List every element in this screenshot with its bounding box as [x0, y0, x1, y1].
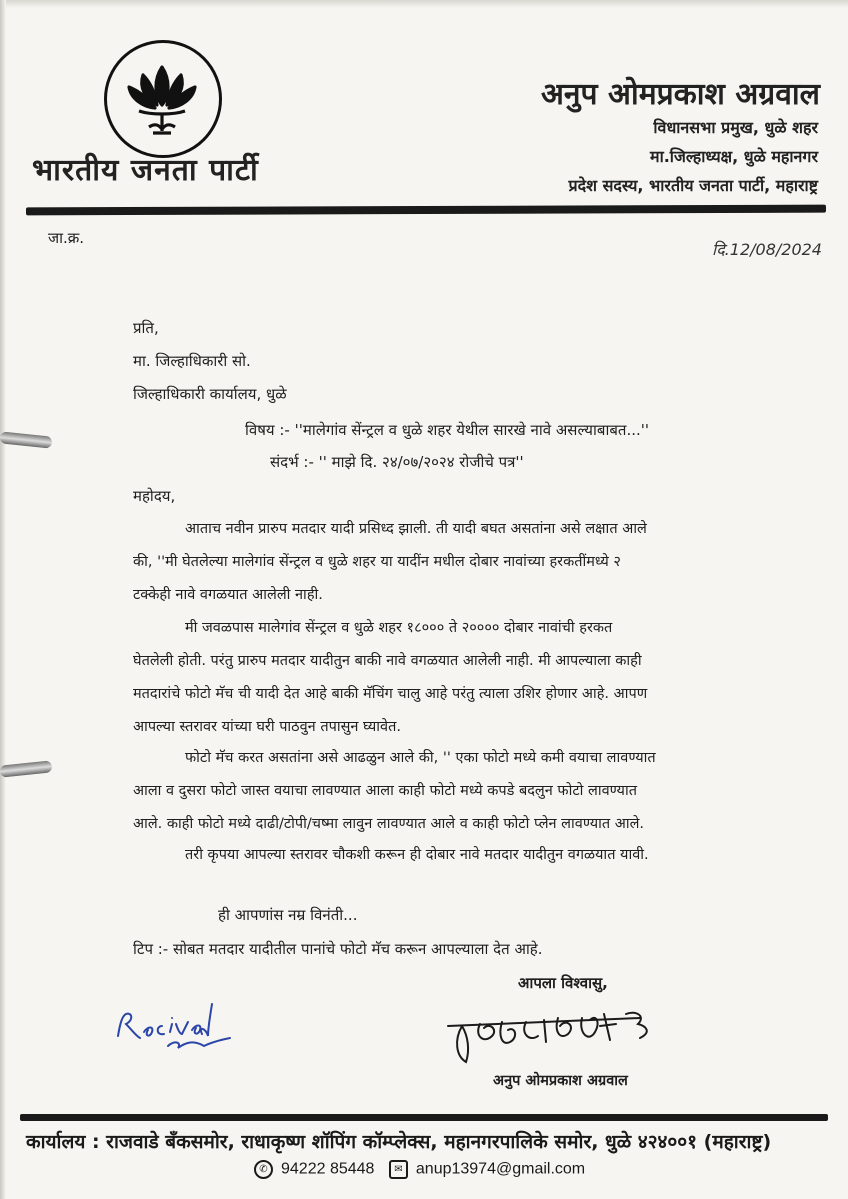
lotus-logo [104, 40, 222, 158]
paragraph-line: आला व दुसरा फोटो जास्त वयाचा लावण्यात आला काही फोटो मध्ये कपडे बदलुन फोटो लावण्यात [133, 783, 637, 799]
reference-line: संदर्भ :- '' माझे दि. २४/०७/२०२४ रोजीचे पत्र'' [270, 453, 524, 471]
phone-number: 94222 85448 [281, 1160, 375, 1178]
paragraph-line: की, ''मी घेतलेल्या मालेगांव सेंन्ट्रल व धुळे शहर या यादींन मधील दोबार नावांच्या हरकतींमध्ये २ [133, 554, 621, 570]
role-line: प्रदेश सदस्य, भारतीय जनता पार्टी, महाराष्ट्र [568, 176, 818, 195]
role-line: विधानसभा प्रमुख, धुळे शहर [653, 118, 818, 137]
binder-clip [0, 431, 52, 448]
paragraph-line: मतदारांचे फोटो मॅच ची यादी देत आहे बाकी मॅचिंग चालु आहे परंतु त्याला उशिर होणार आहे. आपण [133, 686, 648, 702]
paragraph [133, 514, 733, 613]
paragraph [133, 613, 733, 745]
lotus-icon [119, 53, 205, 139]
mail-icon: ✉ [389, 1160, 408, 1179]
paragraph-line: तरी कृपया आपल्या स्तरावर चौकशी करून ही दोबार नावे मतदार यादीतुन वगळयात यावी. [185, 847, 649, 863]
email-address: anup13974@gmail.com [415, 1160, 586, 1178]
role-line: मा.जिल्हाध्यक्ष, धुळे महानगर [650, 147, 818, 166]
request-line: ही आपणांस नम्र विनंती... [218, 906, 358, 924]
paragraph [133, 840, 733, 873]
paragraph-line: फोटो मॅच करत असतांना असे आढळुन आले की, '' एका फोटो मध्ये कमी वयाचा लावण्यात [185, 750, 656, 766]
binder-clip [0, 760, 52, 777]
paragraph-line: आले. काही फोटो मध्ये दाढी/टोपी/चष्मा लावुन लावण्यात आले व काही फोटो प्लेन लावण्यात आले. [133, 816, 645, 832]
party-name: भारतीय जनता पार्टी [32, 153, 259, 188]
signer-name: अनुप ओमप्रकाश अग्रवाल [493, 1073, 628, 1089]
closing-line: आपला विश्वासु, [518, 974, 608, 992]
page-shadow [0, 0, 848, 8]
office-address: कार्यालय : राजवाडे बँकसमोर, राधाकृष्ण शॉपिंग कॉम्प्लेक्स, महानगरपालिके समोर, धुळे ४२४००१ (महाराष्ट्र) [26, 1131, 772, 1153]
header-divider [26, 205, 826, 216]
received-handwriting [112, 996, 242, 1056]
subject-line: विषय :- ''मालेगांव सेंन्ट्रल व धुळे शहर येथील सारखे नावे असल्याबाबत...'' [245, 421, 650, 439]
recipient-line: मा. जिल्हाधिकारी सो. [133, 352, 251, 370]
letter-date: दि.12/08/2024 [712, 240, 822, 259]
contact-line [254, 1160, 585, 1179]
whatsapp-icon: ✆ [254, 1160, 273, 1179]
leader-name: अनुप ओमप्रकाश अग्रवाल [540, 77, 820, 112]
paragraph-line: आपल्या स्तरावर यांच्या घरी पाठवुन तपासुन घ्यावेत. [133, 719, 401, 735]
paragraph-line: आताच नवीन प्रारुप मतदार यादी प्रसिध्द झाली. ती यादी बघत असतांना असे लक्षात आले [185, 521, 647, 537]
note-line: टिप :- सोबत मतदार यादीतील पानांचे फोटो मॅच करून आपल्याला देत आहे. [133, 940, 543, 958]
salutation: महोदय, [133, 487, 176, 505]
signature [440, 996, 670, 1072]
reference-number-label: जा.क्र. [48, 229, 85, 247]
footer-divider [20, 1114, 828, 1121]
recipient-line: प्रति, [133, 319, 159, 337]
paragraph-line: टक्केही नावे वगळयात आलेली नाही. [133, 587, 323, 603]
page-edge [0, 0, 6, 1199]
paragraph-line: मी जवळपास मालेगांव सेंन्ट्रल व धुळे शहर १८००० ते २०००० दोबार नावांची हरकत [185, 620, 613, 636]
paragraph [133, 743, 733, 842]
paragraph-line: घेतलेली होती. परंतु प्रारुप मतदार यादीतुन बाकी नावे वगळयात आलेली नाही. मी आपल्याला काही [133, 653, 642, 669]
recipient-line: जिल्हाधिकारी कार्यालय, धुळे [133, 385, 287, 403]
